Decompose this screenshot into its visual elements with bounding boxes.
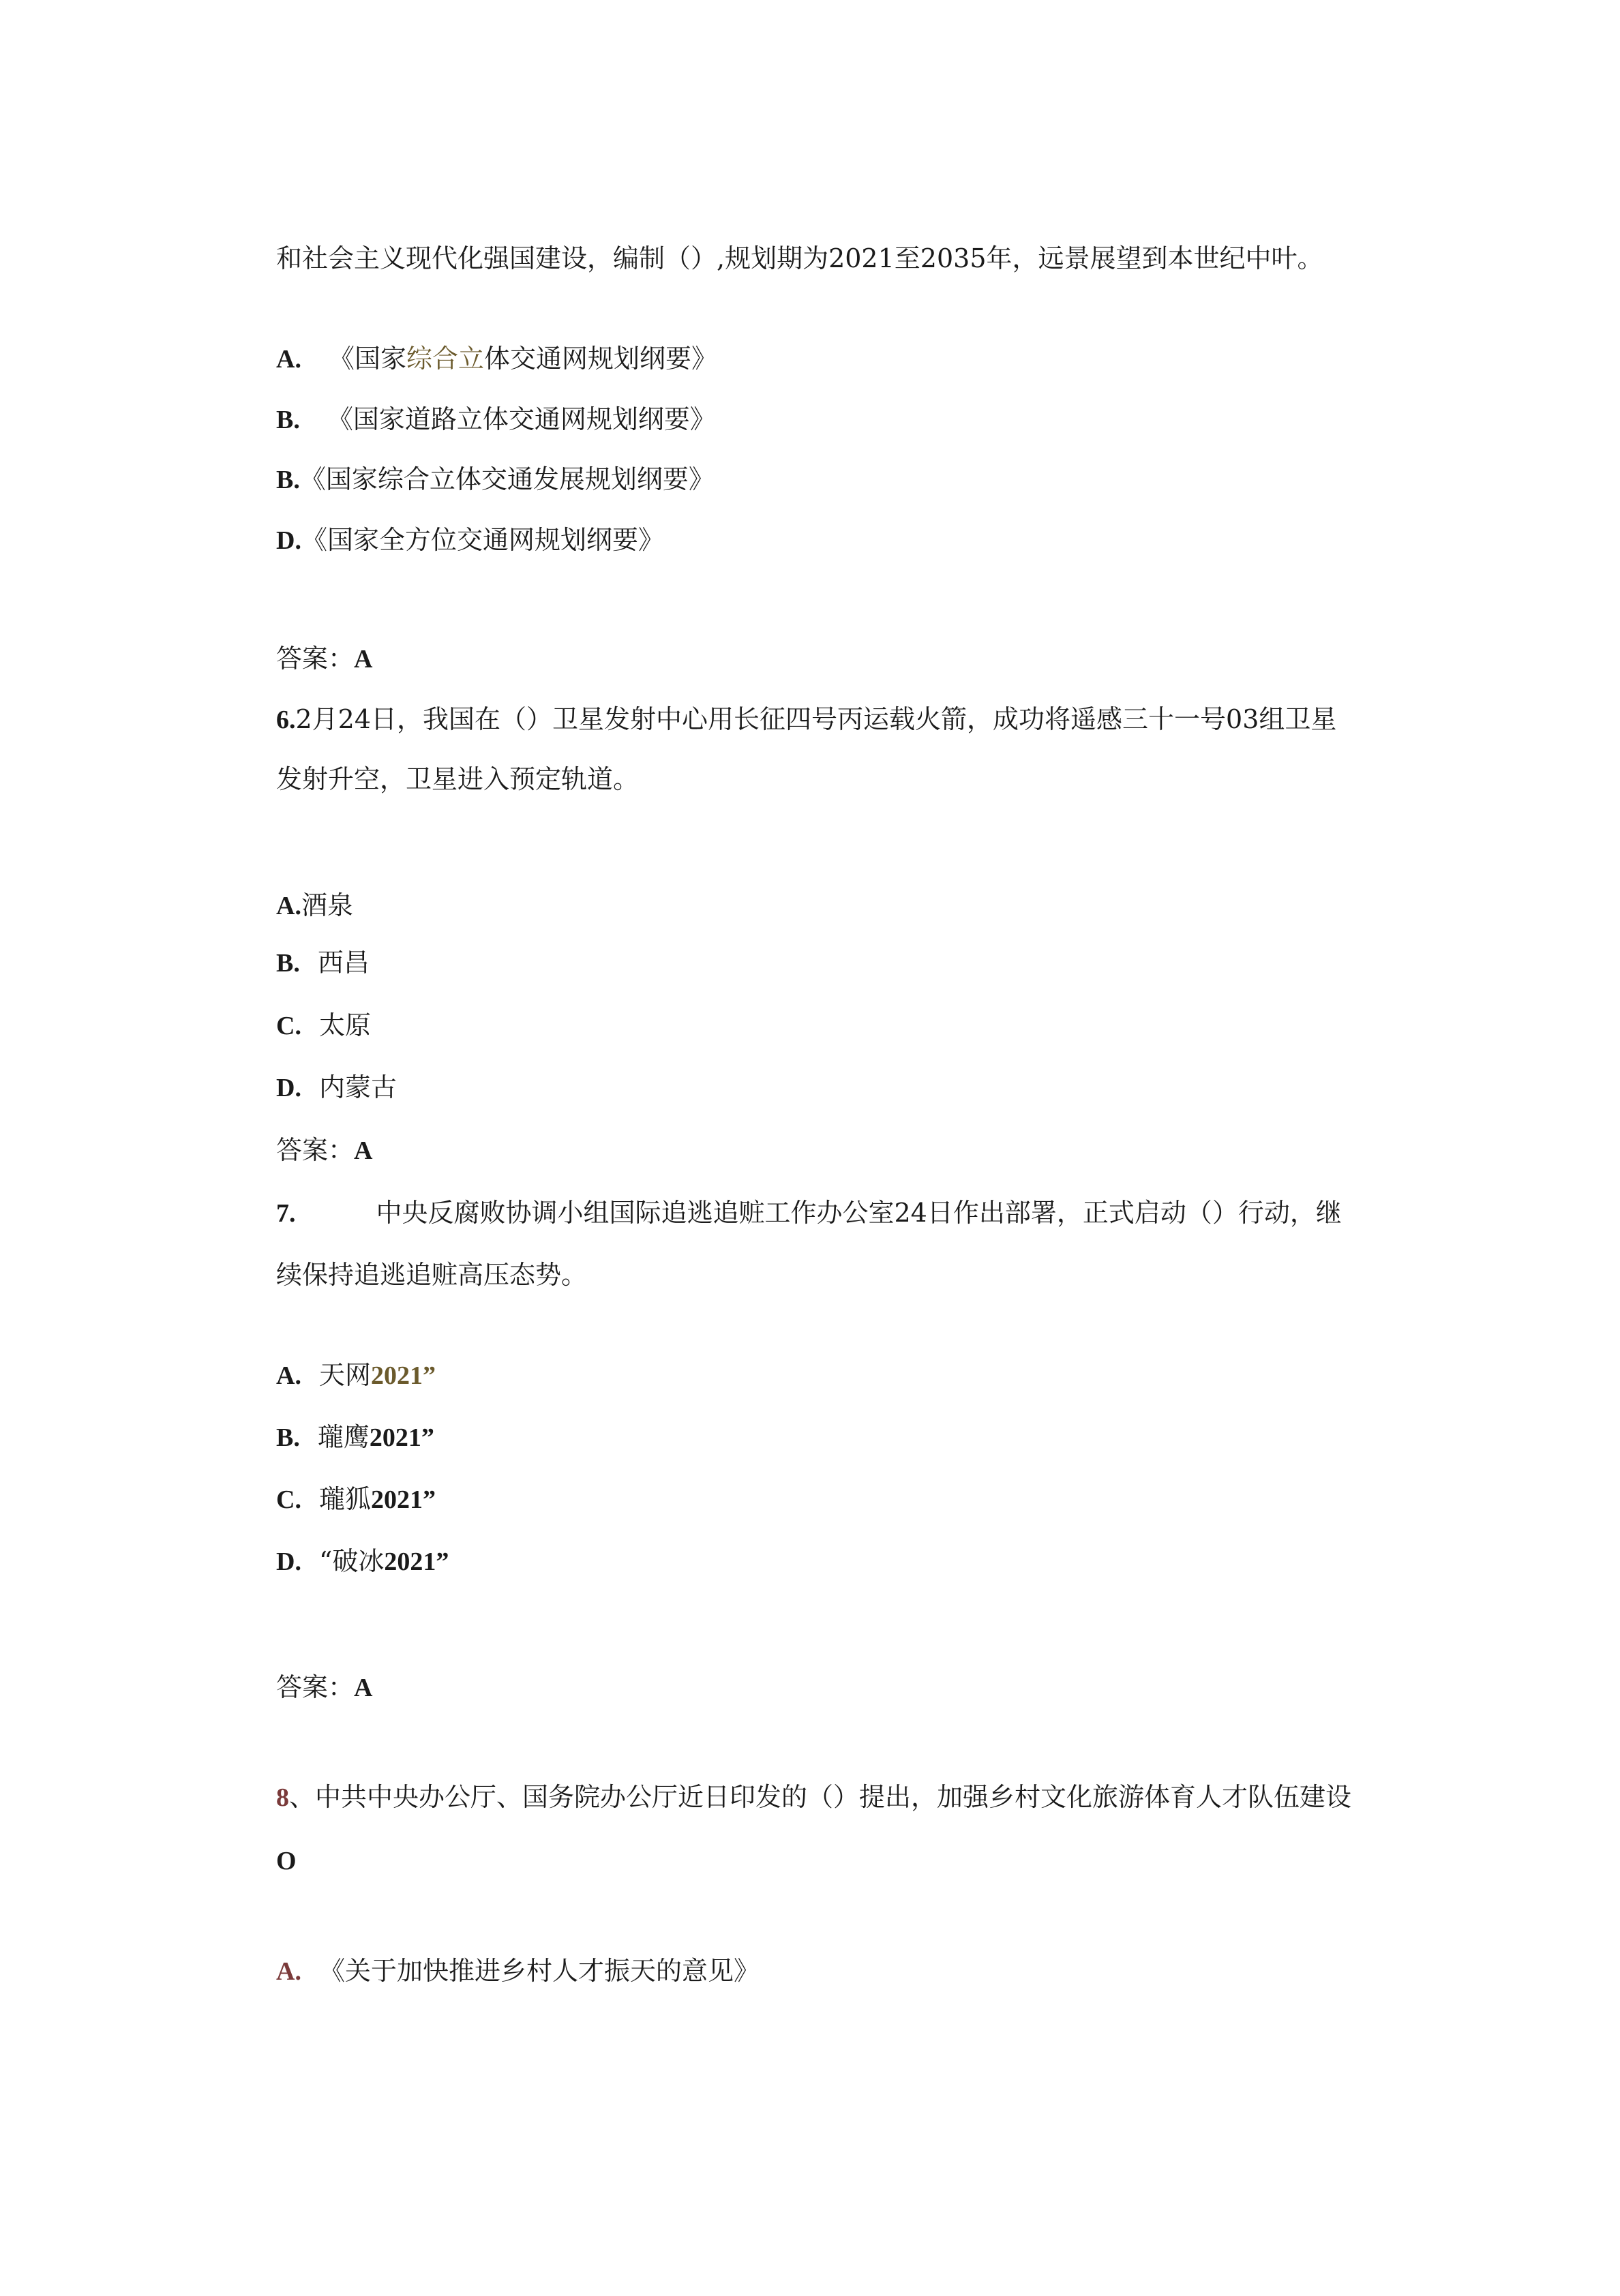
answer-prefix: 答案：: [276, 1672, 355, 1702]
answer-prefix: 答案：: [276, 1135, 355, 1165]
answer-prefix: 答案：: [276, 644, 355, 674]
q7-stem-text: 中央反腐败协调小组国际追逃追赃工作办公室24日作出部署，正式启动（）行动，继: [376, 1198, 1342, 1228]
option-text: 《国家全方位交通网规划纲要》: [301, 525, 664, 555]
q7-stem-line1: [276, 1194, 1342, 1232]
question-number: 7.: [276, 1199, 296, 1228]
question-number: 6.: [276, 706, 296, 734]
q8-stem-line2: [276, 1842, 297, 1879]
option-label: D.: [276, 526, 301, 555]
q6-stem-text: 2月24日，我国在（）卫星发射中心用长征四号丙运载火箭，成功将遥感三十一号03组卫星: [295, 704, 1337, 734]
q7-stem-line2: [276, 1256, 587, 1293]
q8-stem-line1: [276, 1779, 1351, 1816]
q5-option-a: [276, 340, 717, 378]
option-label: A.: [276, 1957, 301, 1986]
option-label: B.: [276, 1423, 300, 1452]
option-label: B.: [276, 949, 300, 978]
option-text: 太原: [318, 1010, 371, 1040]
q7-option-c: [276, 1481, 436, 1518]
answer-value: A: [354, 1136, 373, 1165]
option-label: A.: [276, 1361, 301, 1390]
option-text: 瓏鹰: [317, 1422, 370, 1452]
option-label: C.: [276, 1485, 301, 1514]
option-text: 天网: [318, 1360, 371, 1390]
option-label: D.: [276, 1547, 301, 1576]
q6-option-c: [276, 1007, 371, 1044]
q7-option-d: [276, 1543, 449, 1580]
q6-option-a: [276, 887, 353, 924]
q6-stem-line2: [276, 761, 639, 798]
option-text: 《国家综合立体交通发展规划纲要》: [299, 464, 715, 494]
q5-answer: [276, 640, 372, 678]
q8-stem-text-cont: O: [276, 1847, 297, 1875]
q5-option-b: [276, 401, 716, 438]
q7-answer: [276, 1669, 372, 1706]
option-label: B.: [276, 406, 300, 434]
option-text: 内蒙古: [318, 1072, 397, 1102]
answer-value: A: [354, 1674, 373, 1702]
q5-option-b2: [276, 461, 715, 498]
option-text: 《国家道路立体交通网规划纲要》: [327, 404, 716, 434]
option-text: 酒泉: [301, 890, 353, 920]
q5-option-d: [276, 522, 664, 559]
q5-stem-text: 和社会主义现代化强国建设，编制（）,规划期为2021至2035年，远景展望到本世纪中叶。: [276, 243, 1323, 273]
option-text: 瓏狐: [318, 1484, 371, 1514]
option-text: 体交通网规划纲要》: [483, 344, 717, 374]
q8-stem-text: 、中共中央办公厅、国务院办公厅近日印发的（）提出，加强乡村文化旅游体育人才队伍建设: [289, 1782, 1352, 1812]
option-number: 2021”: [370, 1361, 436, 1390]
option-label: C.: [276, 1012, 301, 1040]
q6-option-b: [276, 944, 370, 982]
option-text-highlight: 综合立: [406, 344, 484, 374]
q8-option-a: [276, 1952, 760, 1990]
q7-stem-text-cont: 续保持追逃追赃高压态势。: [276, 1260, 588, 1290]
option-text: “破冰: [318, 1546, 385, 1576]
option-number: 2021”: [369, 1423, 434, 1452]
option-text: 《国家: [328, 344, 406, 374]
q6-stem-text-cont: 发射升空，卫星进入预定轨道。: [276, 764, 640, 794]
option-text: 《关于加快推进乡村人才振天的意见》: [318, 1956, 760, 1986]
q5-stem: [276, 240, 1323, 277]
q6-stem-line1: [276, 701, 1336, 738]
option-label: A.: [276, 892, 301, 920]
option-number: 2021”: [370, 1485, 436, 1514]
question-number: 8: [276, 1783, 289, 1812]
option-text: 西昌: [317, 948, 370, 978]
answer-value: A: [354, 645, 373, 674]
q6-option-d: [276, 1069, 397, 1106]
q6-answer: [276, 1132, 372, 1169]
option-number: 2021”: [384, 1547, 449, 1576]
q7-option-a: [276, 1357, 436, 1394]
option-label: A.: [276, 345, 301, 374]
q7-option-b: [276, 1419, 434, 1456]
option-label: D.: [276, 1074, 301, 1102]
option-label: B.: [276, 466, 300, 494]
